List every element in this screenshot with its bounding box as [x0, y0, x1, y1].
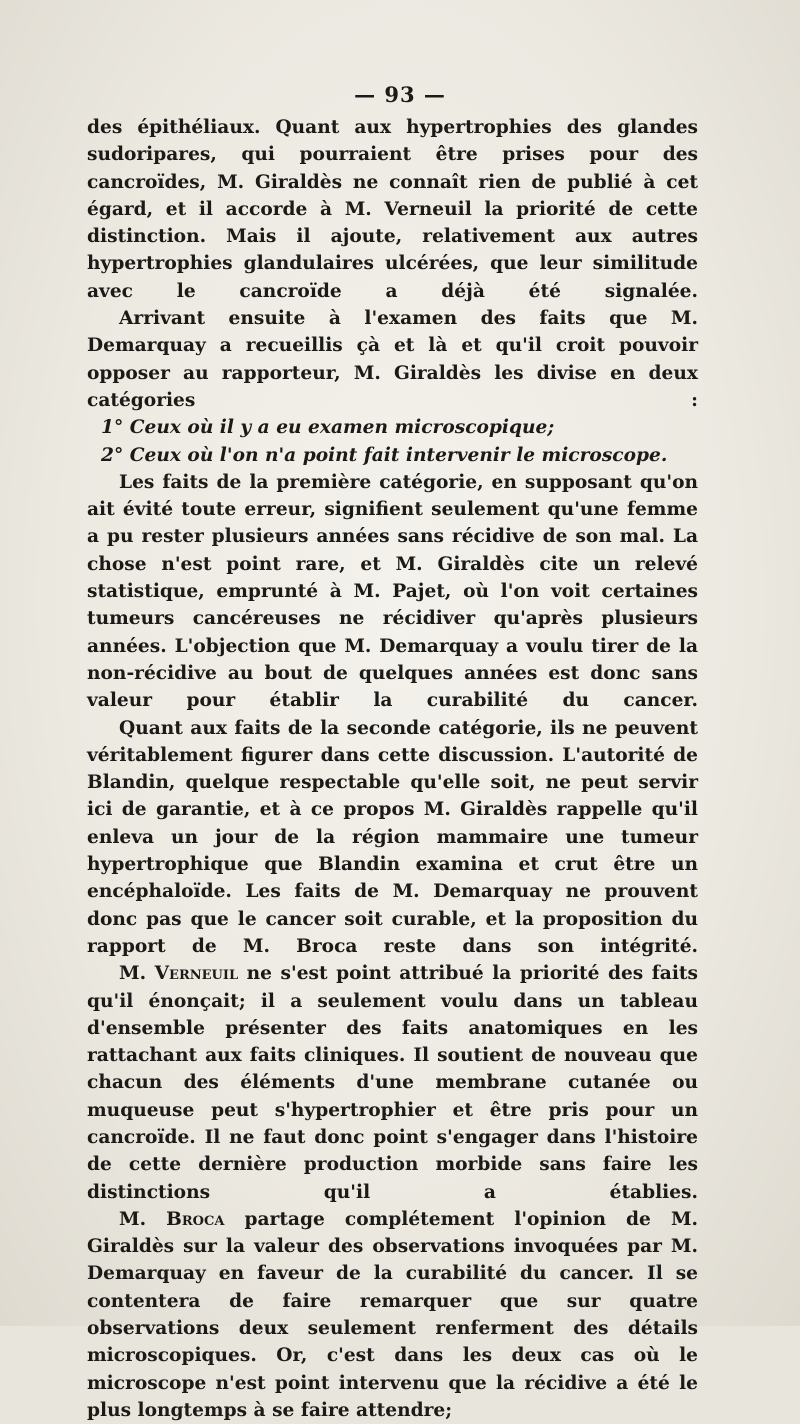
body-text — [87, 114, 698, 1424]
broca-prefix: M. — [119, 1208, 147, 1230]
list-item-2: 2° Ceux où l'on n'a point fait intervenir le microscope. — [101, 444, 668, 466]
page-number: — 93 — — [354, 82, 446, 107]
list-item-1: 1° Ceux où il y a eu examen microscopique; — [101, 417, 555, 439]
paragraph-1: des épithéliaux. Quant aux hypertrophies des glandes sudoripares, qui pourraient être prises pour des cancroïdes, M. Giraldès ne connaît rien de publié à cet égard, et il accorde à M. Verneuil la priorité de cette distinction. Mais il ajoute, relativement aux autres hypertrophies glandulaires ulcérées, que leur similitude avec le cancroïde a déjà été signalée. — [87, 117, 698, 302]
speaker-verneuil: Verneuil — [154, 963, 239, 985]
verneuil-text: ne s'est point attribué la priorité des faits qu'il énonçait; il a seulement voulu dans un tableau d'ensemble présenter des faits anatomiques en les rattachant aux faits cliniques. Il soutient de nouveau que chacun des éléments d'une membrane cutanée ou muqueuse peut s'hypertrophier et être pris pour un cancroïde. Il ne faut donc point s'engager dans l'histoire de cette dernière production morbide sans faire les distinctions qu'il a établies. — [87, 963, 698, 1203]
broca-text: partage complétement l'opinion de M. Giraldès sur la valeur des observations invoquées par M. Demarquay en faveur de la curabilité du cancer. Il se contentera de faire remarquer que sur quatre observations deux seulement renferment des détails microscopiques. Or, c'est dans les deux cas où le microscope n'est point intervenu que la récidive a été le plus longtemps à se faire attendre; — [87, 1208, 699, 1421]
paragraph-4: Quant aux faits de la seconde catégorie, ils ne peuvent véritablement figurer dans cette discussion. L'autorité de Blandin, quelque respectable qu'elle soit, ne peut servir ici de garantie, et à ce propos M. Giraldès rappelle qu'il enleva un jour de la région mammaire une tumeur hypertrophique que Blandin examina et crut être un encéphaloïde. Les faits de M. Demarquay ne prouvent donc pas que le cancer soit curable, et la proposition du rapport de M. Broca reste dans son intégrité. — [87, 717, 698, 957]
paragraph-broca — [87, 1206, 698, 1424]
paragraph-2: Arrivant ensuite à l'examen des faits que M. Demarquay a recueillis çà et là et qu'il croit pouvoir opposer au rapporteur, M. Giraldès les divise en deux catégories : — [87, 308, 698, 411]
speaker-broca: Broca — [166, 1208, 225, 1230]
verneuil-prefix: M. — [119, 963, 147, 985]
paragraph-3: Les faits de la première catégorie, en supposant qu'on ait évité toute erreur, signifient seulement qu'une femme a pu rester plusieurs années sans récidive de son mal. La chose n'est point rare, et M. Giraldès cite un relevé statistique, emprunté à M. Pajet, où l'on voit certaines tumeurs cancéreuses ne récidiver qu'après plusieurs années. L'objection que M. Demarquay a voulu tirer de la non-récidive au bout de quelques années est donc sans valeur pour établir la curabilité du cancer. — [87, 471, 698, 712]
paragraph-verneuil — [87, 960, 698, 1206]
